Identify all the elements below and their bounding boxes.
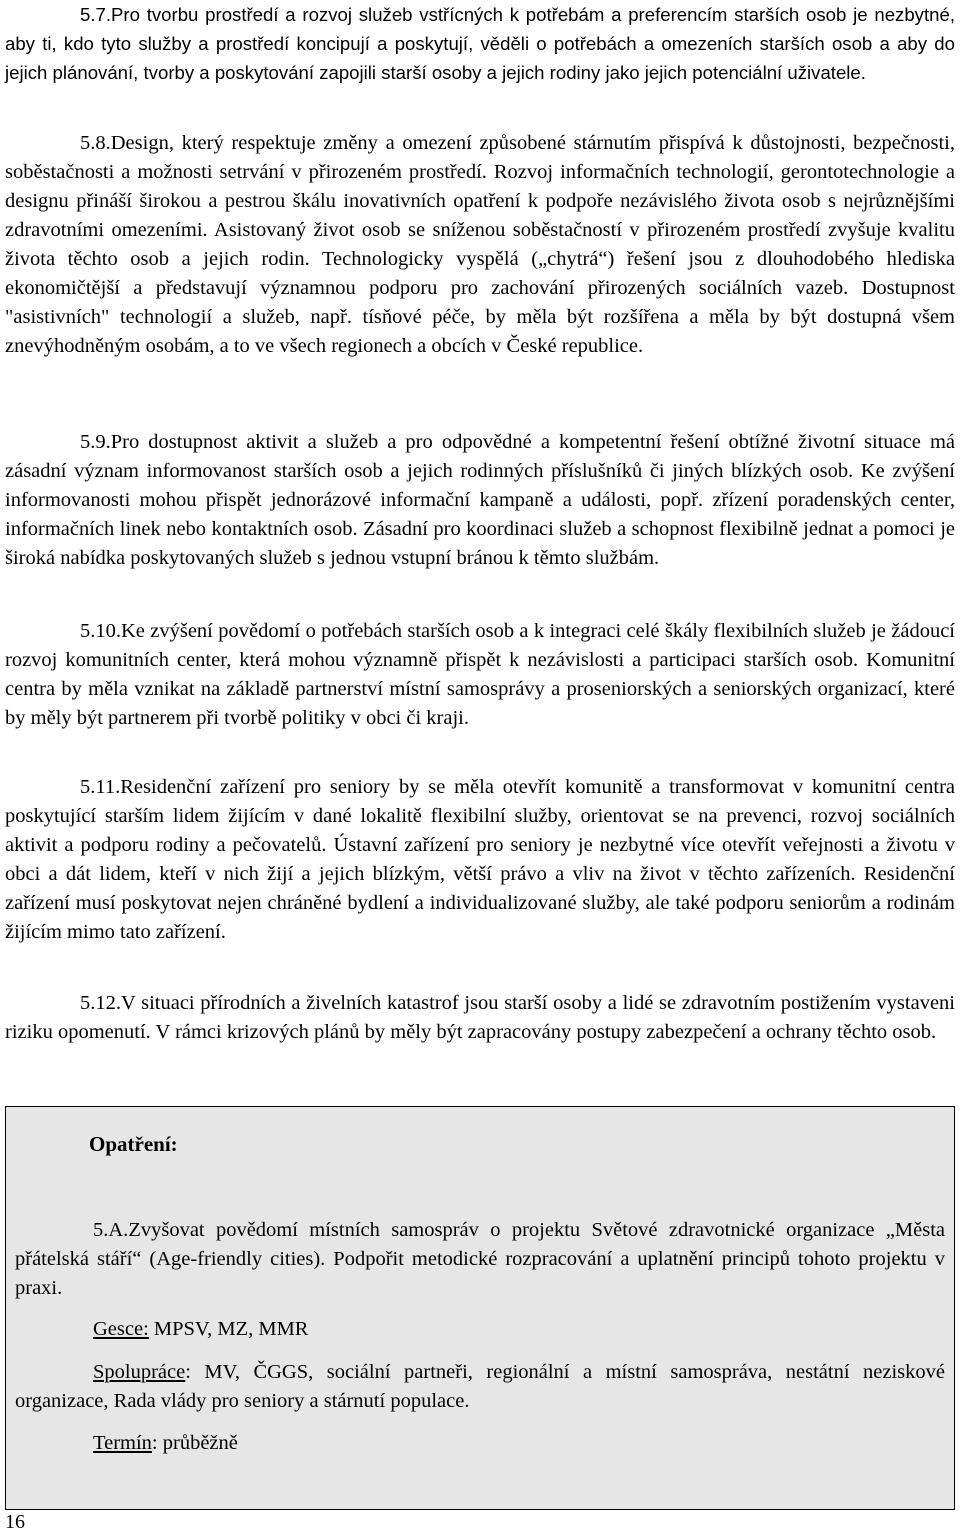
measures-box <box>5 1106 955 1510</box>
paragraph-text: Ke zvýšení povědomí o potřebách starších osob a k integraci celé škály flexibilních služeb je žádoucí rozvoj komunitních center, která mohou významně přispět k nezávislosti a participaci starších osob. Komunitní centra by měla vznikat na základě partnerství místní samosprávy a proseniorských a seniorských organizací, které by měly být partnerem při tvorbě politiky v obci či kraji. <box>5 620 955 729</box>
paragraph-number: 5.10. <box>80 620 121 642</box>
paragraph-text: Pro dostupnost aktivit a služeb a pro odpovědné a kompetentní řešení obtížné životní situace má zásadní význam informovanost starších osob a jejich rodinných příslušníků či jiných blízkých osob. Ke zvýšení informovanosti mohou přispět jednorázové informační kampaně a události, popř. zřízení poradenských center, informačních linek nebo kontaktních osob. Zásadní pro koordinaci služeb a schopnost flexibilně jednat a pomoci je široká nabídka poskytovaných služeb s jednou vstupní bránou k těmto službám. <box>5 431 955 569</box>
measures-title: Opatření: <box>89 1132 178 1156</box>
paragraph-text: Design, který respektuje změny a omezení způsobené stárnutím přispívá k důstojnosti, bezpečnosti, soběstačnosti a možnosti setrvání v přirozeném prostředí. Rozvoj informačních technologií, gerontotechnologie a designu přináší širokou a pestrou škálu inovativních opatření k podpoře nezávislého života osob s nejrůznějšími zdravotními omezeními. Asistovaný život osob se sníženou soběstačností v přirozeném prostředí zvyšuje kvalitu života těchto osob a jejich rodin. Technologicky vyspělá („chytrá“) řešení jsou z dlouhodobého hlediska ekonomičtější a představují významnou podporu pro zachování přirozených sociálních vazeb. Dostupnost "asistivních" technologií a služeb, např. tísňové péče, by měla být rozšířena a měla by být dostupná všem znevýhodněným osobám, a to ve všech regionech a obcích v České republice. <box>5 132 955 357</box>
paragraph-number: 5.11. <box>80 776 121 798</box>
measure-number: 5.A. <box>93 1219 129 1241</box>
measure-spoluprace <box>15 1358 945 1416</box>
paragraph-text: V situaci přírodních a živelních katastrof jsou starší osoby a lidé se zdravotním postižením vystaveni riziku opomenutí. V rámci krizových plánů by měly být zapracovány postupy zabezpečení a ochrany těchto osob. <box>5 992 955 1043</box>
paragraph-5-8 <box>5 129 955 361</box>
measure-5-a <box>15 1216 945 1303</box>
paragraph-5-11 <box>5 773 955 947</box>
paragraph-5-12 <box>5 989 955 1047</box>
termin-value: : průběžně <box>151 1432 238 1454</box>
paragraph-text: Residenční zařízení pro seniory by se měla otevřít komunitě a transformovat v komunitní centra poskytující starším lidem žijícím v dané lokalitě flexibilní služby, orientovat se na prevenci, rozvoj sociálních aktivit a podporu rodiny a pečovatelů. Ústavní zařízení pro seniory je nezbytné více otevřít veřejnosti a životu v obci a dát lidem, kteří v nich žijí a jejich blízkým, větší právo a vliv na život v těchto zařízeních. Residenční zařízení musí poskytovat nejen chráněné bydlení a individualizované služby, ale také podporu seniorům a rodinám žijícím mimo tato zařízení. <box>5 776 955 943</box>
paragraph-number: 5.9. <box>80 431 111 453</box>
measure-termin <box>15 1429 945 1458</box>
paragraph-text: Pro tvorbu prostředí a rozvoj služeb vstřícných k potřebám a preferencím starších osob je nezbytné, aby ti, kdo tyto služby a prostředí koncipují a poskytují, věděli o potřebách a omezeních starších osob a aby do jejich plánování, tvorby a poskytování zapojili starší osoby a jejich rodiny jako jejich potenciální uživatele. <box>5 4 955 83</box>
paragraph-number: 5.12. <box>80 992 121 1014</box>
paragraph-5-10 <box>5 617 955 733</box>
termin-label: Termín <box>93 1432 152 1454</box>
spoluprace-value: : MV, ČGGS, sociální partneři, regionální a místní samospráva, nestátní neziskové organizace, Rada vlády pro seniory a stárnutí populace. <box>15 1361 945 1412</box>
page-number: 16 <box>5 1511 25 1533</box>
spoluprace-label: Spolupráce <box>93 1361 186 1383</box>
paragraph-5-9 <box>5 428 955 573</box>
measure-text: Zvyšovat povědomí místních samospráv o projektu Světové zdravotnické organizace „Města přátelská stáří“ (Age-friendly cities). Podpořit metodické rozpracování a uplatnění principů tohoto projektu v praxi. <box>15 1219 945 1299</box>
paragraph-number: 5.8. <box>80 132 111 154</box>
measure-gesce <box>15 1315 945 1344</box>
gesce-label: Gesce: <box>93 1318 149 1340</box>
gesce-value: MPSV, MZ, MMR <box>153 1318 309 1340</box>
paragraph-number: 5.7. <box>80 4 112 25</box>
paragraph-5-7 <box>5 0 955 87</box>
